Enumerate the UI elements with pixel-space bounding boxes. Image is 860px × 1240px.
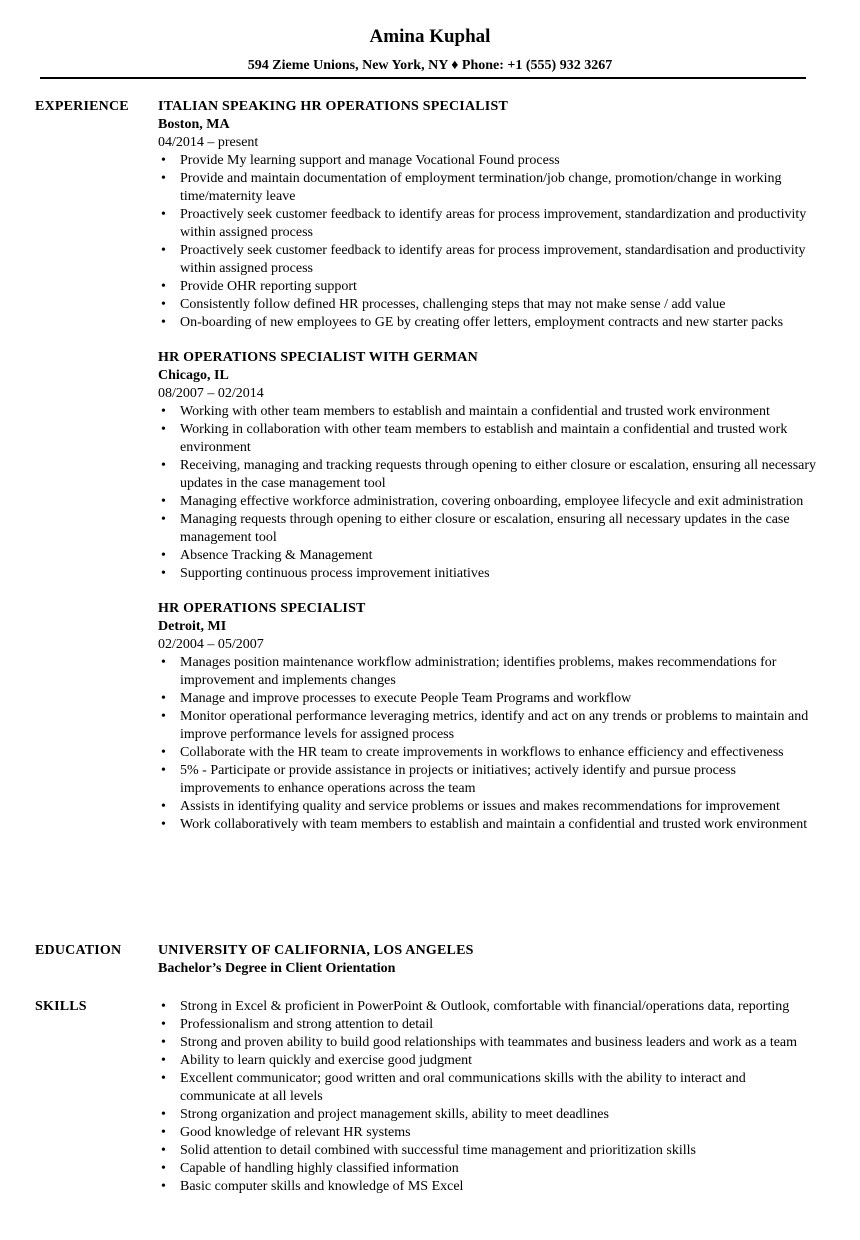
job-location: Boston, MA [158,117,230,132]
bullet-item: • Working in collaboration with other team members to establish and maintain a confidential and trusted work environment [158,421,818,457]
job-entry [158,600,818,834]
experience-list [158,98,818,851]
contact-line: 594 Zieme Unions, New York, NY ♦ Phone: +1 (555) 932 3267 [247,58,613,73]
job-title: HR OPERATIONS SPECIALIST WITH GERMAN [158,350,478,365]
candidate-name: Amina Kuphal [369,26,491,47]
section-label-education: EDUCATION [35,943,122,958]
bullet-item: • Collaborate with the HR team to create improvements in workflows to enhance efficiency and effectiveness [158,744,818,762]
bullet-item: • Consistently follow defined HR processes, challenging steps that may not make sense / add value [158,296,818,314]
bullet-item: • Manages position maintenance workflow administration; identifies problems, makes recommendations for improvement and implements changes [158,654,818,690]
bullet-item: • Managing effective workforce administration, covering onboarding, employee lifecycle and exit administration [158,493,818,511]
skill-item: • Strong organization and project management skills, ability to meet deadlines [158,1106,818,1124]
bullet-item: • 5% - Participate or provide assistance in projects or initiatives; actively identify and pursue process improvements to enhance operations across the team [158,762,818,798]
job-bullets [158,654,818,834]
skill-item: • Good knowledge of relevant HR systems [158,1124,818,1142]
skill-item: • Excellent communicator; good written and oral communications skills with the ability to interact and communicate at all levels [158,1070,818,1106]
job-location: Chicago, IL [158,368,229,383]
job-bullets [158,403,818,583]
header-divider [40,77,806,79]
skill-item: • Strong and proven ability to build good relationships with teammates and business leaders and work as a team [158,1034,818,1052]
bullet-item: • Receiving, managing and tracking requests through opening to either closure or escalation, ensuring all necessary updates in the case management tool [158,457,818,493]
bullet-item: • Provide OHR reporting support [158,278,818,296]
bullet-item: • Work collaboratively with team members to establish and maintain a confidential and trusted work environment [158,816,818,834]
section-label-skills: SKILLS [35,999,87,1014]
bullet-item: • Managing requests through opening to either closure or escalation, ensuring all necessary updates in the case management tool [158,511,818,547]
skills-list [158,998,818,1196]
job-dates: 04/2014 – present [158,135,259,150]
bullet-item: • Manage and improve processes to execute People Team Programs and workflow [158,690,818,708]
bullet-item: • Supporting continuous process improvement initiatives [158,565,818,583]
skill-item: • Strong in Excel & proficient in PowerPoint & Outlook, comfortable with financial/operations data, reporting [158,998,818,1016]
skill-item: • Basic computer skills and knowledge of MS Excel [158,1178,818,1196]
bullet-item: • Proactively seek customer feedback to identify areas for process improvement, standardisation and productivity within assigned process [158,242,818,278]
bullet-item: • Proactively seek customer feedback to identify areas for process improvement, standardization and productivity within assigned process [158,206,818,242]
job-title: HR OPERATIONS SPECIALIST [158,601,366,616]
bullet-item: • Absence Tracking & Management [158,547,818,565]
education-body [158,942,818,978]
job-entry [158,98,818,332]
skills-body [158,998,818,1196]
bullet-item: • Monitor operational performance leveraging metrics, identify and act on any trends or problems to maintain and improve performance levels for assigned process [158,708,818,744]
job-title: ITALIAN SPEAKING HR OPERATIONS SPECIALIST [158,99,508,114]
bullet-item: • On-boarding of new employees to GE by creating offer letters, employment contracts and new starter packs [158,314,818,332]
education-degree: Bachelor’s Degree in Client Orientation [158,961,396,976]
bullet-item: • Provide and maintain documentation of employment termination/job change, promotion/change in working time/maternity leave [158,170,818,206]
skill-item: • Solid attention to detail combined with successful time management and prioritization skills [158,1142,818,1160]
job-location: Detroit, MI [158,619,227,634]
education-school: UNIVERSITY OF CALIFORNIA, LOS ANGELES [158,943,474,958]
skill-item: • Capable of handling highly classified information [158,1160,818,1178]
skill-item: • Professionalism and strong attention to detail [158,1016,818,1034]
resume-header [0,26,860,75]
bullet-item: • Working with other team members to establish and maintain a confidential and trusted work environment [158,403,818,421]
bullet-item: • Provide My learning support and manage Vocational Found process [158,152,818,170]
job-dates: 02/2004 – 05/2007 [158,637,264,652]
job-entry [158,349,818,583]
skill-item: • Ability to learn quickly and exercise good judgment [158,1052,818,1070]
job-dates: 08/2007 – 02/2014 [158,386,264,401]
job-bullets [158,152,818,332]
bullet-item: • Assists in identifying quality and service problems or issues and makes recommendations for improvement [158,798,818,816]
section-label-experience: EXPERIENCE [35,99,129,114]
